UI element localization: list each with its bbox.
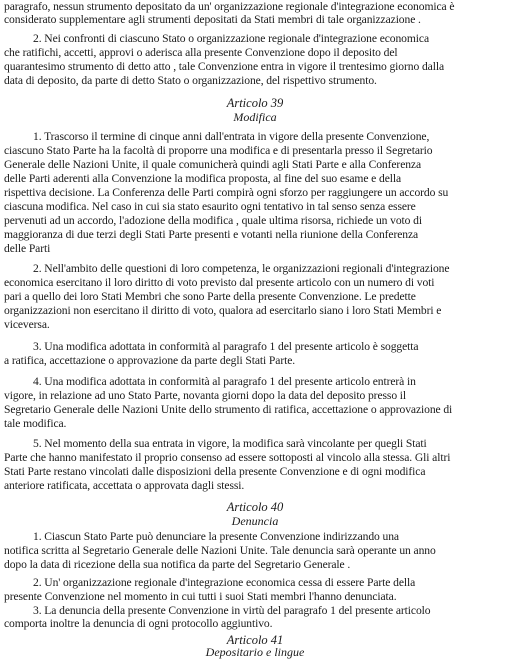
text-line: ciascuno Stato Parte ha la facoltà di proporre una modifica e di presentarla presso il Segretario [4, 144, 433, 157]
text-line: dopo la data di ricezione della sua notifica da parte del Segretario Generale . [4, 558, 351, 571]
text-line: delle Parti [4, 242, 51, 255]
text-line: notifica scritta al Segretario Generale delle Nazioni Unite. Tale denuncia sarà operante un anno [4, 544, 436, 557]
text-line: economica esercitano il loro diritto di voto previsto dal presente articolo con un numero di voti [4, 276, 435, 289]
text-line: 1. Ciascun Stato Parte può denunciare la presente Convenzione indirizzando una [33, 530, 399, 543]
text-line: delle Parti aderenti alla Convenzione la modifica proposta, al fine del suo esame e della [4, 172, 402, 185]
text-line: Segretario Generale delle Nazioni Unite dello strumento di ratifica, accettazione o approvazione di [4, 403, 453, 416]
text-line: che ratifichi, accetti, approvi o aderisca alla presente Convenzione dopo il deposito del [4, 46, 398, 59]
text-line: comporta inoltre la denuncia di ogni protocollo aggiuntivo. [4, 617, 273, 630]
text-line: anteriore ratificata, accettata o approvata dagli stessi. [4, 479, 245, 492]
text-line: vigore, in relazione ad uno Stato Parte, novanta giorni dopo la data del deposito presso il [4, 389, 407, 402]
text-line: pervenuti ad un accordo, l'adozione della modifica , quale ultima risorsa, richiede un voto di [4, 214, 422, 227]
article-40-subtitle: Denuncia [231, 514, 279, 528]
text-line: organizzazioni non esercitano il diritto di voto, qualora ad esercitarlo siano i loro Stati Membri e [4, 304, 442, 317]
text-line: presente Convenzione nel momento in cui tutti i suoi Stati membri l'hanno denunciata. [4, 590, 397, 603]
text-line: Stati Parte restano vincolati dalle disposizioni della presente Convenzione e di ogni modifica [4, 465, 426, 478]
article-41-subtitle: Depositario e lingue [205, 645, 305, 659]
text-line: 2. Un' organizzazione regionale d'integrazione economica cessa di essere Parte della [33, 576, 416, 589]
article-39-subtitle: Modifica [233, 110, 277, 124]
text-line: Generale delle Nazioni Unite, il quale comunicherà quindi agli Stati Parte e alla Conferenza [4, 158, 422, 171]
text-line: 4. Una modifica adottata in conformità al paragrafo 1 del presente articolo entrerà in [33, 375, 416, 388]
text-line: data di deposito, da parte di detto Stato o organizzazione, del rispettivo strumento. [4, 74, 377, 87]
text-line: 2. Nei confronti di ciascuno Stato o organizzazione regionale d'integrazione economica [33, 32, 430, 45]
text-line: 2. Nell'ambito delle questioni di loro competenza, le organizzazioni regionali d'integrazione [33, 262, 450, 275]
text-line: viceversa. [4, 318, 50, 331]
text-line: 3. La denuncia della presente Convenzione in virtù del paragrafo 1 del presente articolo [33, 604, 431, 617]
text-line: 5. Nel momento della sua entrata in vigore, la modifica sarà vincolante per quegli Stati [33, 437, 427, 450]
text-line: ciascuna modifica. Nel caso in cui sia stato esaurito ogni tentativo in tal senso senza essere [4, 200, 416, 213]
text-line: paragrafo, nessun strumento depositato da un' organizzazione regionale d'integrazione economica è [4, 0, 455, 13]
text-line: tale modifica. [4, 417, 67, 430]
text-line: 3. Una modifica adottata in conformità al paragrafo 1 del presente articolo è soggetta [33, 340, 419, 353]
text-line: Parte che hanno manifestato il proprio consenso ad essere sottoposti al vincolo alla stessa. Gli altri [4, 451, 451, 464]
text-line: considerato supplementare agli strumenti depositati da Stati membri di tale organizzazione . [4, 13, 421, 26]
text-line: rispettiva decisione. La Conferenza delle Parti compirà ogni sforzo per raggiungere un accordo su [4, 186, 449, 199]
article-41-title: Articolo 41 [226, 633, 284, 647]
text-line: 1. Trascorso il termine di cinque anni dall'entrata in vigore della presente Convenzione, [33, 130, 430, 143]
text-line: quarantesimo strumento di detto atto , tale Convenzione entra in vigore il trentesimo giorno dalla [4, 60, 444, 73]
text-line: maggioranza di due terzi degli Stati Parte presenti e votanti nella riunione della Conferenza [4, 228, 419, 241]
text-line: pari a quello dei loro Stati Membri che sono Parte della presente Convenzione. Le predette [4, 290, 416, 303]
article-39-title: Articolo 39 [226, 96, 284, 110]
text-line: a ratifica, accettazione o approvazione da parte degli Stati Parte. [4, 354, 296, 367]
article-40-title: Articolo 40 [226, 500, 284, 514]
